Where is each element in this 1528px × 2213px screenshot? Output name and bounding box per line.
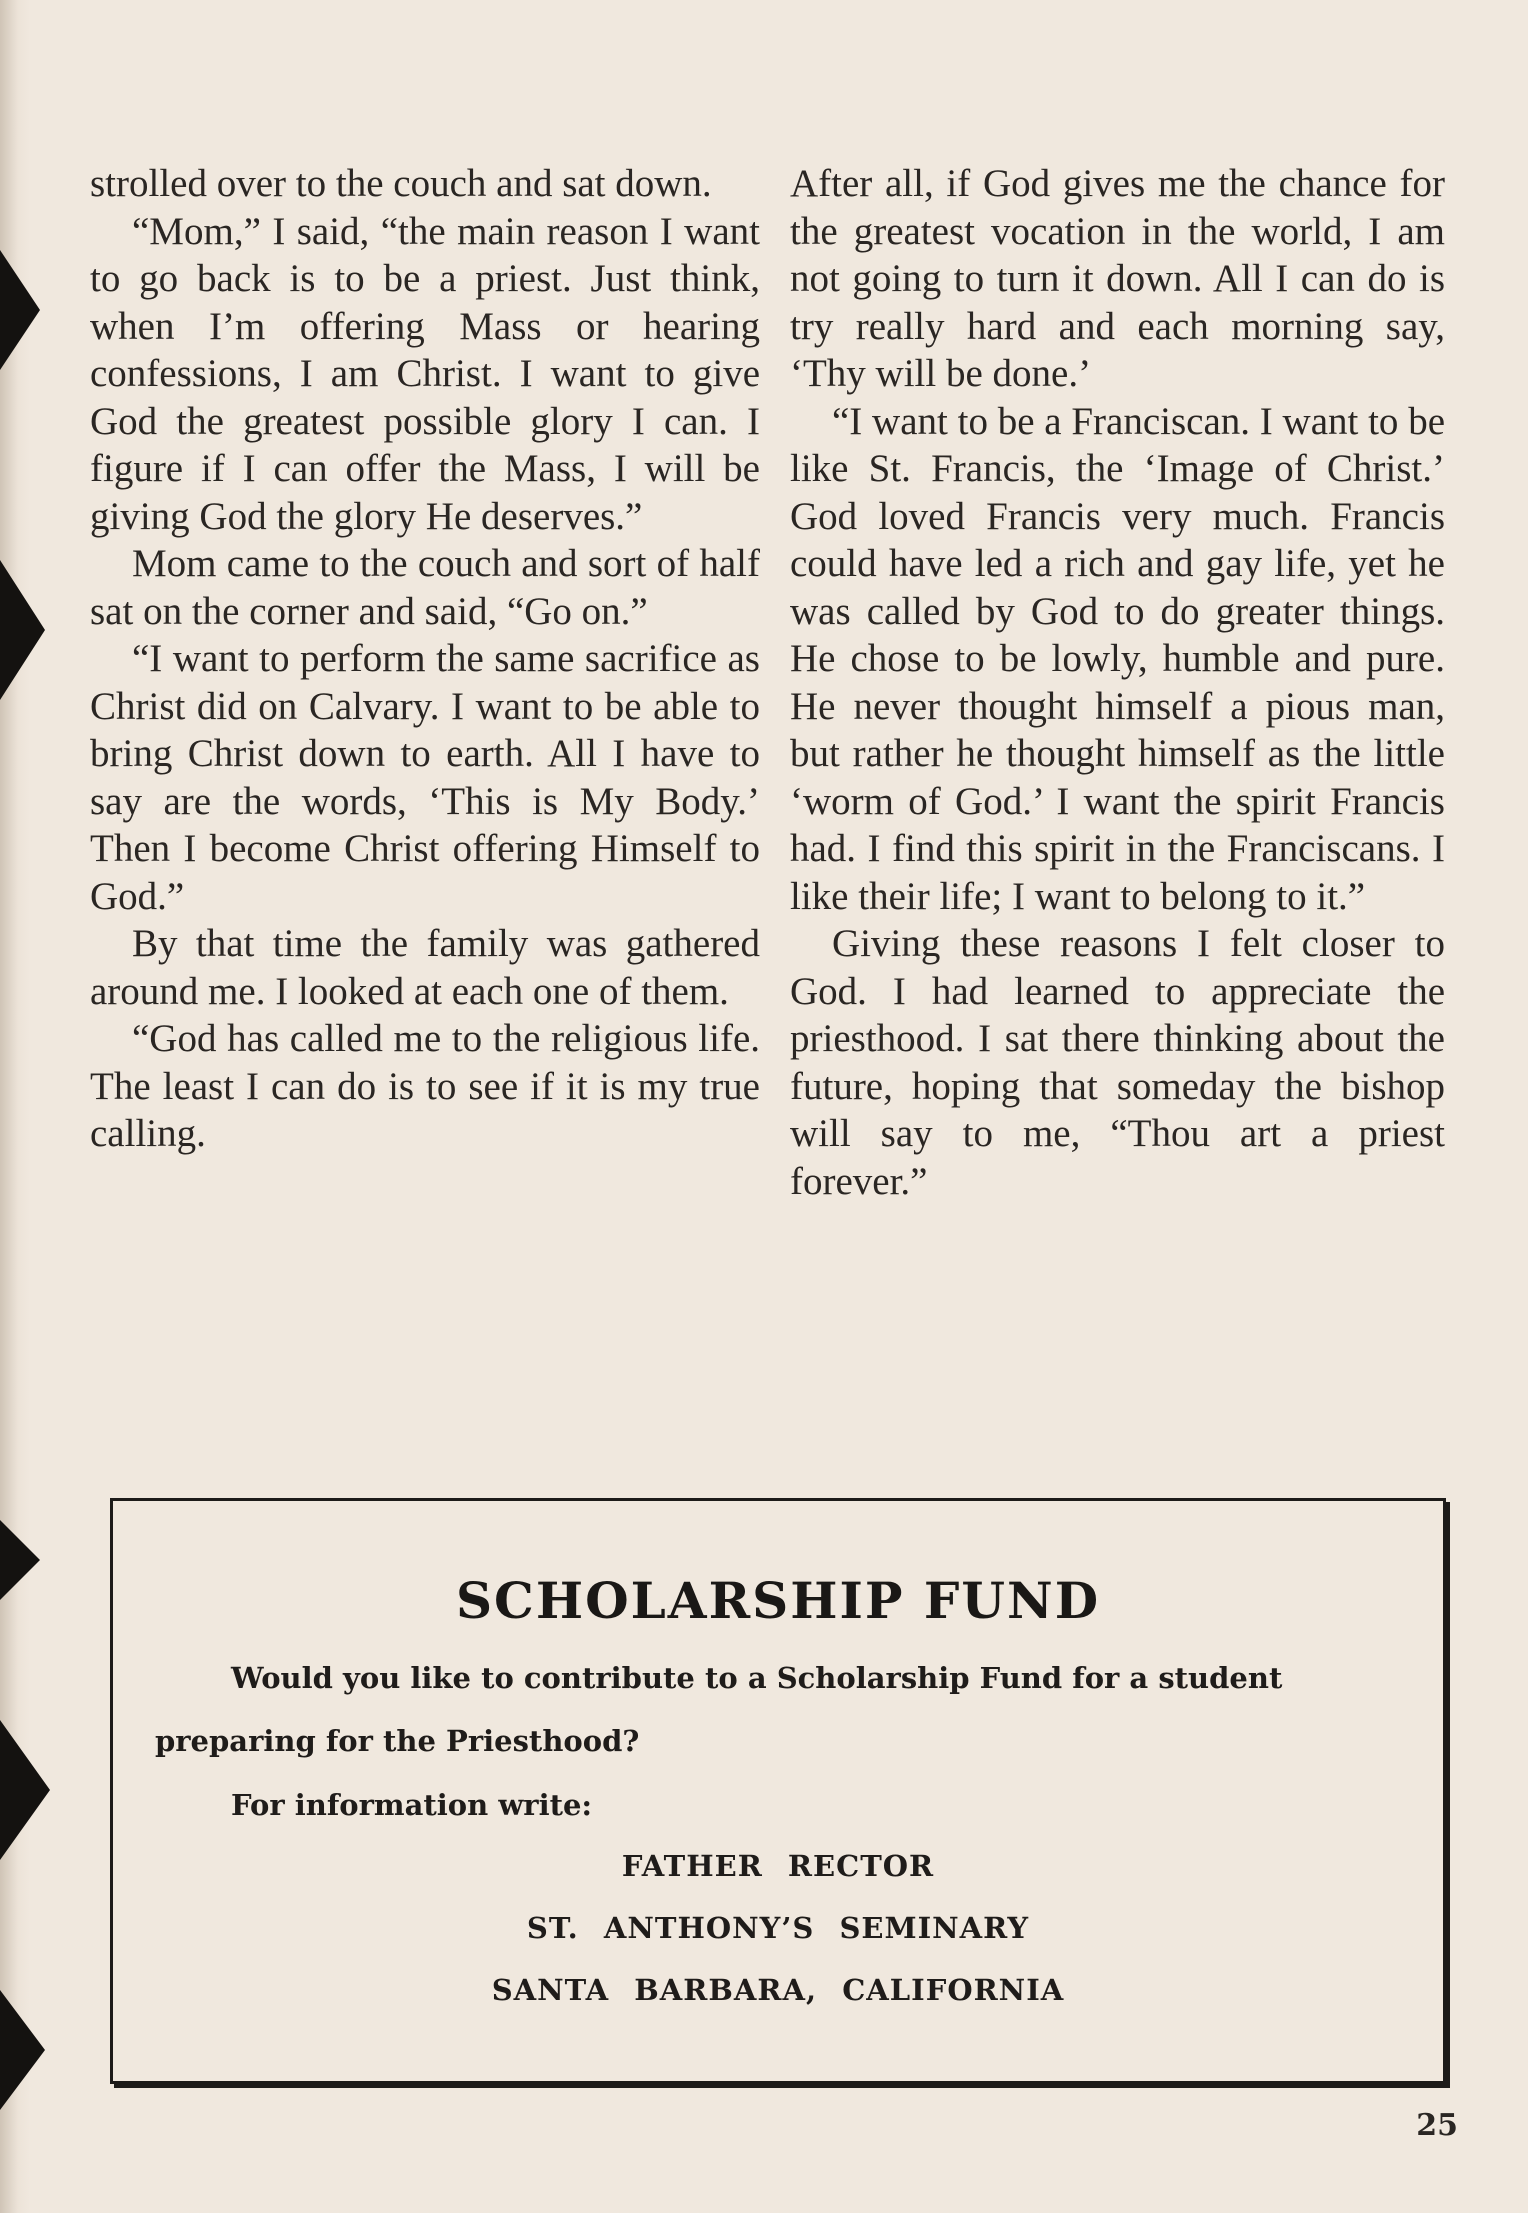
paragraph: “I want to perform the same sacrifice as Christ did on Calvary. I want to be able to bring Christ down to earth. All I have to say are the words, ‘This is My Body.’ Then I become Christ offering Himself to God.” xyxy=(90,637,760,918)
ad-question-line-1: Would you like to contribute to a Scholarship Fund for a student xyxy=(231,1661,1283,1695)
paragraph: Giving these reasons I felt closer to God. I had learned to appreciate the priesthood. I sat there thinking about the future, hoping that someday the bishop will say to me, “Thou art a priest forever.” xyxy=(790,922,1445,1203)
address-line: ST. ANTHONY’S SEMINARY xyxy=(526,1911,1030,1945)
paragraph: “I want to be a Franciscan. I want to be like St. Francis, the ‘Image of Christ.’ God loved Francis very much. Francis could have led a rich and gay life, yet he was called by God to do greater things. He chose to be lowly, humble and pure. He never thought himself a pious man, but rather he thought himself as the little ‘worm of God.’ I want the spirit Francis had. I find this spirit in the Franciscans. I like their life; I want to belong to it.” xyxy=(790,399,1445,918)
paragraph: By that time the family was gathered around me. I looked at each one of them. xyxy=(90,922,760,1013)
article-left-column xyxy=(90,160,760,1158)
torn-edge xyxy=(0,1990,45,2110)
paragraph: “God has called me to the religious life. The least I can do is to see if it is my true calling. xyxy=(90,1017,760,1155)
address-line: FATHER RECTOR xyxy=(621,1849,935,1883)
paragraph: Mom came to the couch and sort of half sat on the corner and said, “Go on.” xyxy=(90,542,760,633)
ad-title: SCHOLARSHIP FUND xyxy=(455,1571,1101,1630)
scholarship-fund-ad xyxy=(110,1498,1446,2084)
article-right-column xyxy=(790,160,1445,1205)
paragraph: After all, if God gives me the chance for the greatest vocation in the world, I am not going to turn it down. All I can do is try really hard and each morning say, ‘Thy will be done.’ xyxy=(790,162,1445,395)
page-number: 25 xyxy=(1416,2108,1458,2143)
torn-edge xyxy=(0,1720,50,1860)
paragraph: strolled over to the couch and sat down. xyxy=(90,162,712,205)
torn-edge xyxy=(0,560,45,700)
torn-edge xyxy=(0,250,40,370)
address-line: SANTA BARBARA, CALIFORNIA xyxy=(491,1973,1065,2007)
ad-info-line: For information write: xyxy=(231,1788,593,1822)
torn-edge xyxy=(0,1520,40,1600)
ad-question-line-2: preparing for the Priesthood? xyxy=(155,1724,640,1758)
paragraph: “Mom,” I said, “the main reason I want to go back is to be a priest. Just think, when I’m offering Mass or hearing confessions, I am Christ. I want to give God the greatest possible glory I can. I figure if I can offer the Mass, I will be giving God the glory He deserves.” xyxy=(90,209,760,538)
